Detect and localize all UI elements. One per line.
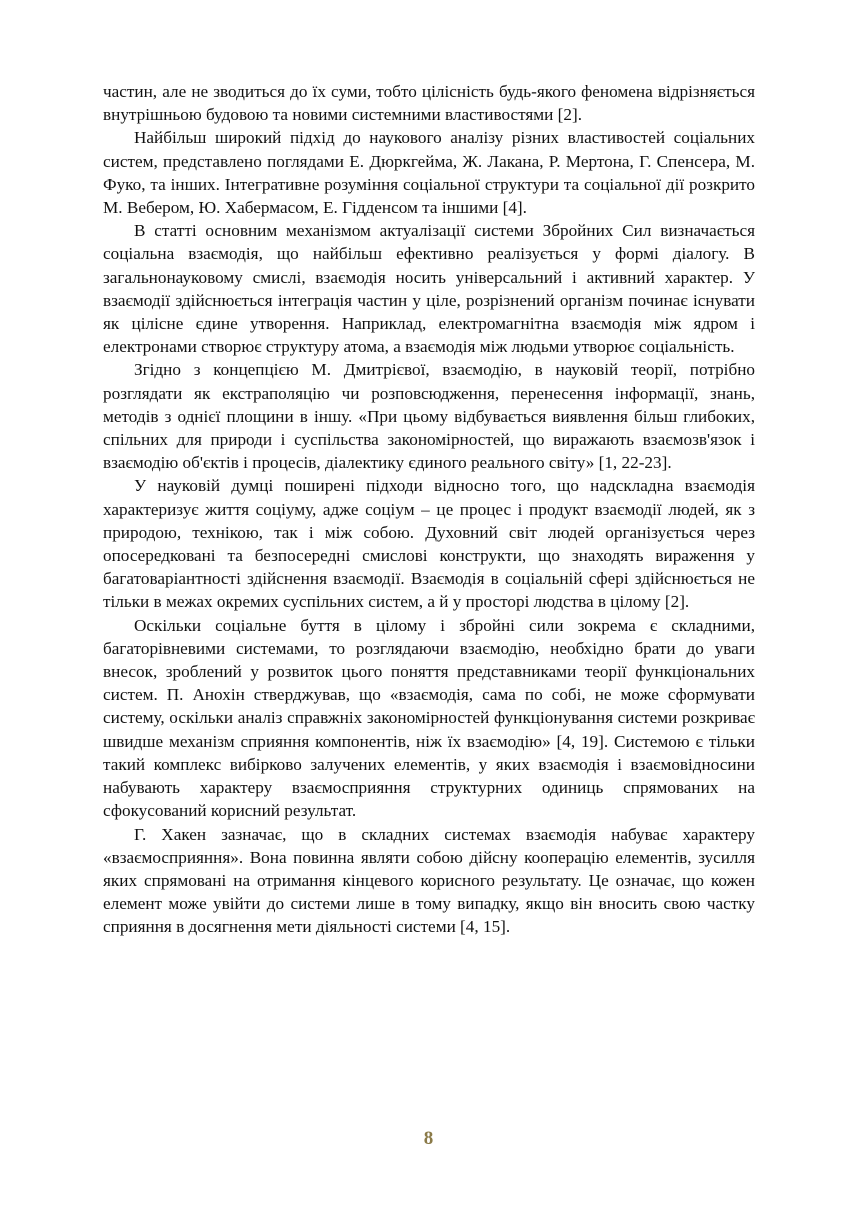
paragraph: Згідно з концепцією М. Дмитрієвої, взаємодію, в науковій теорії, потрібно розглядати як екстраполяцію чи розповсюдження, перенесення інформації, знань, методів з однієї площини в іншу. «При цьому відбувається виявлення більш глибоких, спільних для природи і суспільства закономірностей, що виражають взаємозв'язок і взаємодію об'єктів і процесів, діалектику єдиного реального світу» [1, 22-23].	[103, 360, 755, 473]
page-number: 8	[423, 1128, 434, 1149]
paragraph-continuation: частин, але не зводиться до їх суми, тобто цілісність будь-якого феномена відрізняється внутрішньою будовою та новими системними властивостями [2].	[103, 82, 755, 125]
paragraph: Найбільш широкий підхід до наукового аналізу різних властивостей соціальних систем, представлено поглядами Е. Дюркгейма, Ж. Лакана, Р. Мертона, Г. Спенсера, М. Фуко, та інших. Інтегративне розуміння соціальної структури та соціальної дії розкрито М. Вебером, Ю. Хабермасом, Е. Гідденсом та іншими [4].	[103, 128, 755, 218]
paragraph: Г. Хакен зазначає, що в складних системах взаємодія набуває характеру «взаємосприяння». Вона повинна являти собою дійсну кооперацію елементів, зусилля яких спрямовані на отримання кінцевого корисного результату. Це означає, що кожен елемент може увійти до системи лише в тому випадку, якщо він вносить свою частку сприяння в досягнення мети діяльності системи [4, 15].	[103, 824, 755, 937]
paragraph: В статті основним механізмом актуалізації системи Збройних Сил визначається соціальна взаємодія, що найбільш ефективно реалізується у формі діалогу. В загальнонауковому смислі, взаємодія носить універсальний і активний характер. У взаємодії здійснюється інтеграція частин у ціле, розрізнений організм починає існувати як цілісне єдине утворення. Наприклад, електромагнітна взаємодія між ядром і електронами створює структуру атома, а взаємодія між людьми утворює соціальність.	[103, 221, 755, 357]
paragraph: У науковій думці поширені підходи відносно того, що надскладна взаємодія характеризує життя соціуму, адже соціум – це процес і продукт взаємодії людей, як з природою, технікою, так і між собою. Духовний світ людей організується через опосередковані та безпосередні смислові конструкти, що знаходять вираження у багатоваріантності здійснення взаємодії. Взаємодія в соціальній сфері здійснюється не тільки в межах окремих суспільних систем, а й у просторі людства в цілому [2].	[103, 476, 755, 612]
paragraph: Оскільки соціальне буття в цілому і збройні сили зокрема є складними, багаторівневими системами, то розглядаючи взаємодію, необхідно брати до уваги внесок, зроблений у розвиток цього поняття представниками теорії функціональних систем. П. Анохін стверджував, що «взаємодія, сама по собі, не може сформувати систему, оскільки аналіз справжніх закономірностей функціонування системи розкриває швидше механізм сприяння компонентів, ніж їх взаємодію» [4, 19]. Системою є тільки такий комплекс вибірково залучених елементів, у яких взаємодія і взаємовідносини набувають характеру взаємосприяння структурних одиниць спрямованих на сфокусований корисний результат.	[103, 615, 755, 821]
document-body	[103, 80, 755, 939]
